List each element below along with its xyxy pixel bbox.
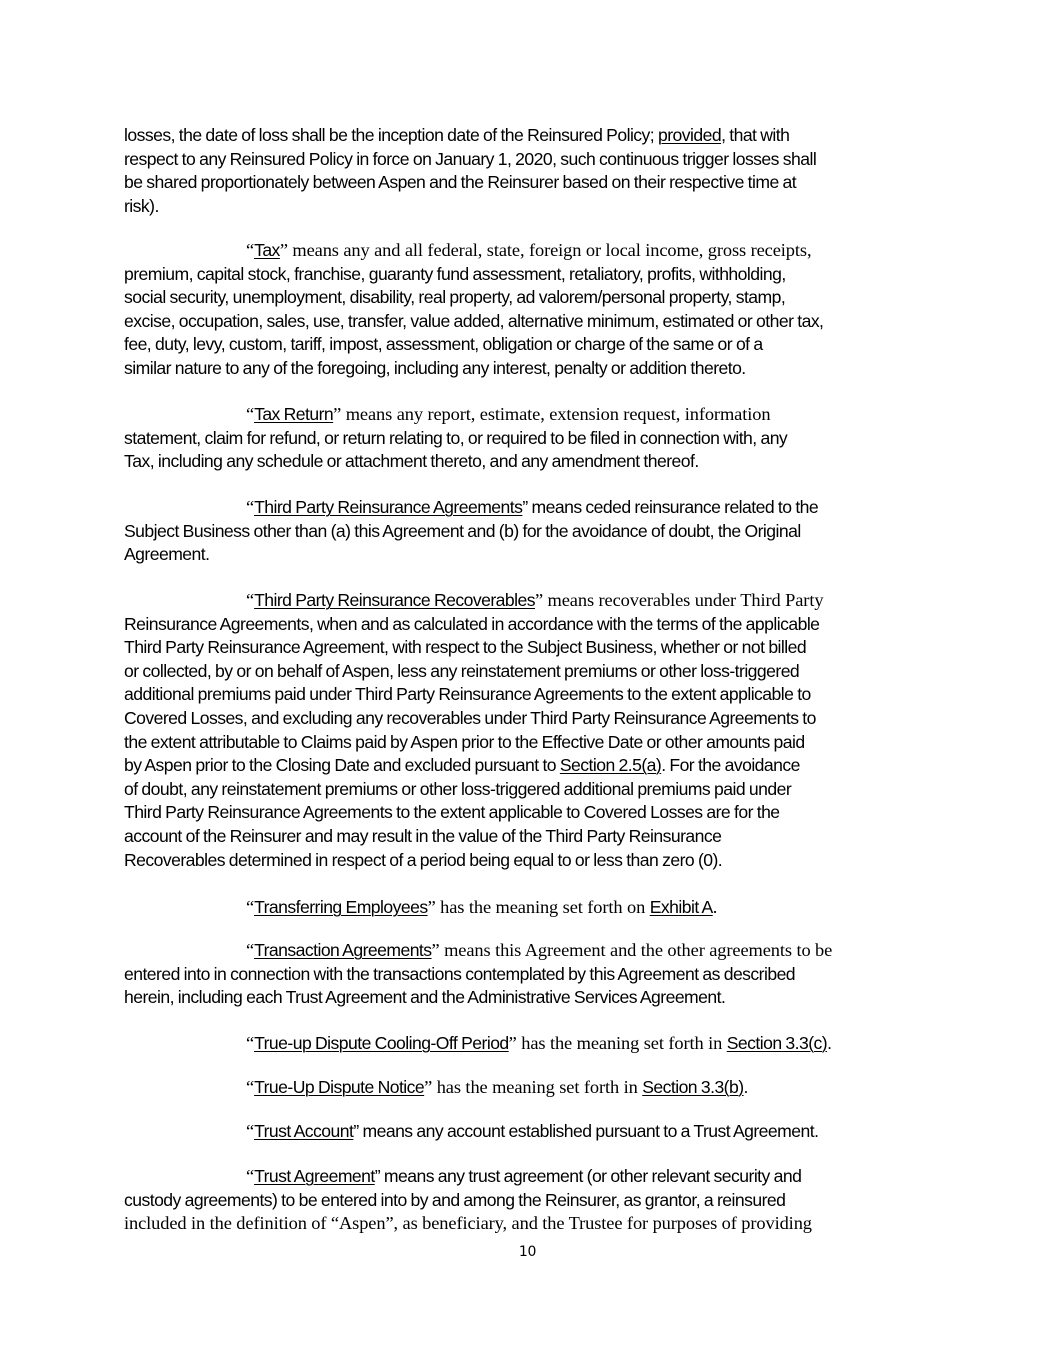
defined-term: Tax [254,240,280,260]
definition-true-up-dispute-cooling-off-period: “True-up Dispute Cooling-Off Period” has the meaning set forth in Section 3.3(c). [246,1033,832,1053]
definition-trust-agreement: “Trust Agreement” means any trust agreement (or other relevant security and custody agreements) to be entered into by and among the Reinsurer, as grantor, a reinsured included in the definition of “Aspen”, as beneficiary, and the Trustee for purposes of providing [124,1166,812,1234]
defined-term: True-up Dispute Cooling-Off Period [254,1033,509,1053]
defined-term: Transaction Agreements [254,940,432,960]
section-reference: Section 3.3(c) [726,1033,828,1053]
page-number: 10 [518,1244,537,1260]
definition-trust-account: “Trust Account” means any account established pursuant to a Trust Agreement. [246,1121,819,1141]
defined-term: Third Party Reinsurance Recoverables [254,590,535,610]
definition-third-party-reinsurance-agreements: “Third Party Reinsurance Agreements” means ceded reinsurance related to the Subject Business other than (a) this Agreement and (b) for the avoidance of doubt, the Original Agreement. [124,497,819,565]
defined-term: Transferring Employees [254,897,428,917]
section-reference: Section 3.3(b) [642,1077,744,1097]
defined-term: Tax Return [254,404,334,424]
definition-third-party-reinsurance-recoverables: “Third Party Reinsurance Recoverables” means recoverables under Third Party Reinsurance Agreements, when and as calculated in accordance with the terms of the applicable Third Party Reinsurance Agreement, with respect to the Subject Business, whether or not billed or collected, by or on behalf of Aspen, less any reinstatement premiums or other loss-triggered additional premiums paid under Third Party Reinsurance Agreements to the extent applicable to Covered Losses, and excluding any recoverables under Third Party Reinsurance Agreements to the extent attributable to Claims paid by Aspen prior to the Effective Date or other amounts paid by Aspen prior to the Closing Date and excluded pursuant to Section 2.5(a). For the avoidance of doubt, any reinstatement premiums or other loss-triggered additional premiums paid under Third Party Reinsurance Agreements to the extent applicable to Covered Losses are for the account of the Reinsurer and may result in the value of the Third Party Reinsurance Recoverables determined in respect of a period being equal to or less than zero (0). [124,590,824,870]
definition-tax: “Tax” means any and all federal, state, foreign or local income, gross receipts, premium, capital stock, franchise, guaranty fund assessment, retaliatory, profits, withholding, social security, unemployment, disability, real property, ad valorem/personal property, stamp, excise, occupation, sales, use, transfer, value added, alternative minimum, estimated or other tax, fee, duty, levy, custom, tariff, impost, assessment, obligation or charge of the same or of a similar nature to any of the foregoing, including any interest, penalty or addition thereto. [124,240,824,378]
paragraph-continuation: losses, the date of loss shall be the inception date of the Reinsured Policy; provided, that with respect to any Reinsured Policy in force on January 1, 2020, such continuous trigger losses shall be shared proportionately between Aspen and the Reinsurer based on their respective time at risk). [124,125,817,216]
defined-term: True-Up Dispute Notice [254,1077,425,1097]
defined-term: Trust Account [254,1121,354,1141]
definition-tax-return: “Tax Return” means any report, estimate, extension request, information statement, claim for refund, or return relating to, or required to be filed in connection with, any Tax, including any schedule or attachment thereto, and any amendment thereof. [124,404,788,472]
definition-transaction-agreements: “Transaction Agreements” means this Agreement and the other agreements to be entered into in connection with the transactions contemplated by this Agreement as described herein, including each Trust Agreement and the Administrative Services Agreement. [124,940,833,1008]
section-reference: Section 2.5(a) [559,755,662,776]
exhibit-reference: Exhibit A [649,897,713,917]
defined-term: Third Party Reinsurance Agreements [254,497,523,517]
defined-term: Trust Agreement [254,1166,375,1186]
emphasis-provided: provided [657,125,722,145]
definition-true-up-dispute-notice: “True-Up Dispute Notice” has the meaning set forth in Section 3.3(b). [246,1077,748,1097]
definition-transferring-employees: “Transferring Employees” has the meaning set forth on Exhibit A. [246,897,718,917]
